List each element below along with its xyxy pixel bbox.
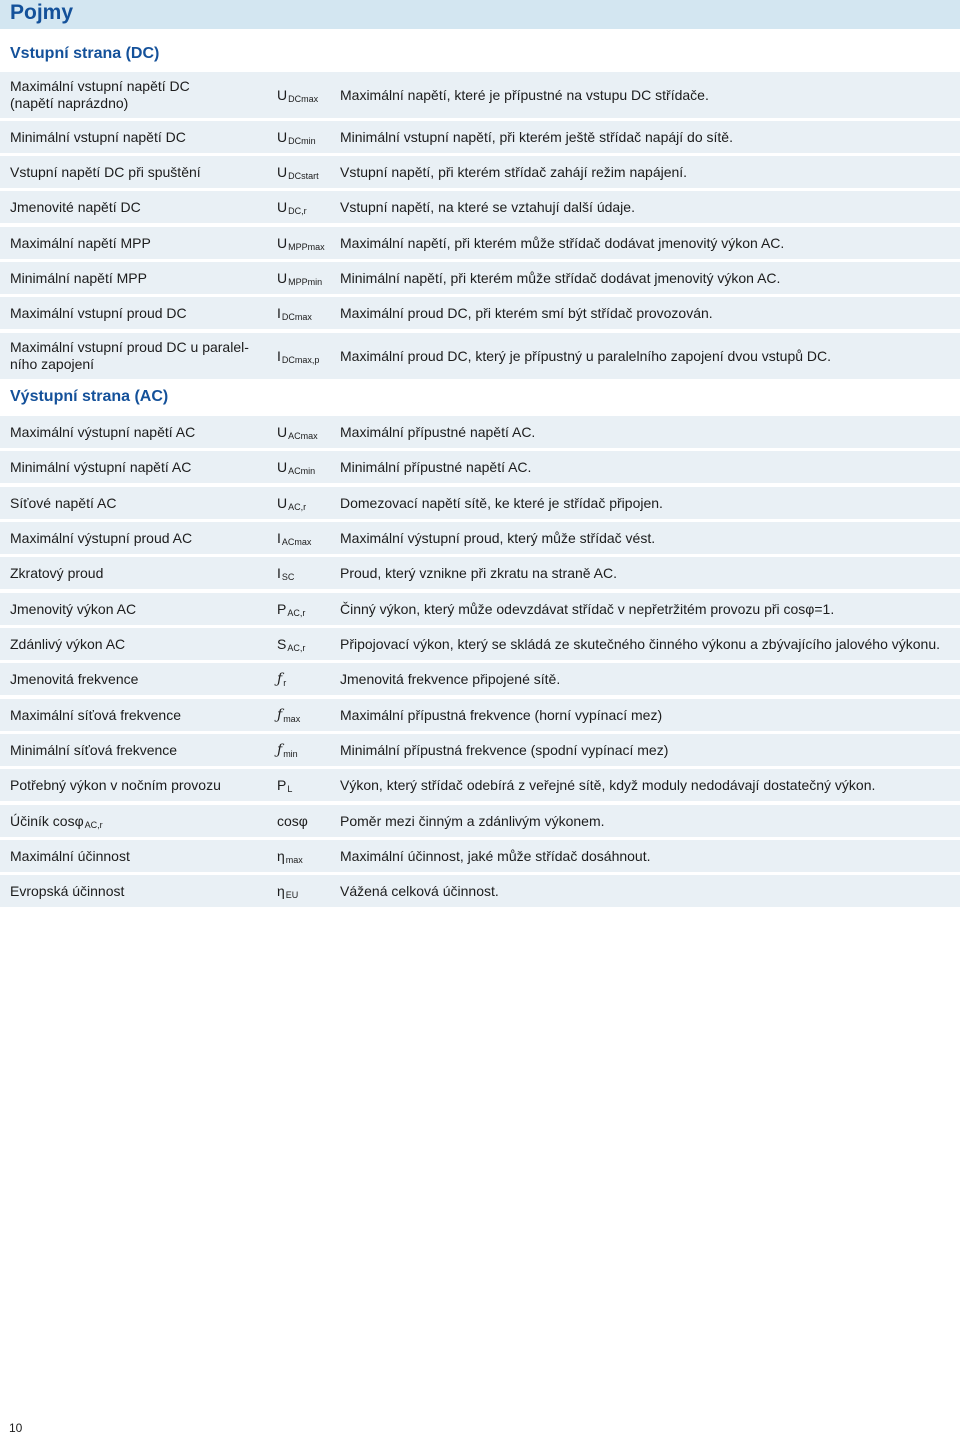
term-name xyxy=(10,262,250,294)
term-text: Jmenovitá frekvence xyxy=(10,670,139,687)
term-name xyxy=(10,333,250,379)
term-symbol xyxy=(277,593,337,625)
symbol-base: U xyxy=(277,163,288,180)
symbol-subscript: DCmax xyxy=(288,93,319,104)
symbol-subscript: AC,r xyxy=(287,607,306,618)
term-row xyxy=(0,840,960,872)
section-title: Výstupní strana (AC) xyxy=(10,388,169,405)
symbol-base: ƒ xyxy=(277,670,283,687)
term-description: Minimální přípustná frekvence (spodní vypínací mez) xyxy=(340,741,669,758)
term-symbol xyxy=(277,191,337,223)
term-text: Maximální vstupní proud DC u paralel- ního zapojení xyxy=(10,339,249,372)
term-symbol xyxy=(277,522,337,554)
symbol-base: U xyxy=(277,128,288,145)
symbol-subscript: DCstart xyxy=(288,170,319,181)
term-row xyxy=(0,628,960,660)
term-text: Jmenovité napětí DC xyxy=(10,198,141,215)
term-symbol xyxy=(277,769,337,801)
term-description: Vstupní napětí, na které se vztahují další údaje. xyxy=(340,198,635,215)
term-text: Minimální síťová frekvence xyxy=(10,741,178,758)
symbol-base: η xyxy=(277,882,285,899)
symbol-subscript: r xyxy=(283,677,287,688)
symbol-subscript: MPPmax xyxy=(288,241,325,252)
term-name xyxy=(10,805,250,837)
term-row xyxy=(0,227,960,259)
term-row xyxy=(0,734,960,766)
term-symbol xyxy=(277,557,337,589)
page-title: Pojmy xyxy=(10,1,74,24)
term-description: Vstupní napětí, při kterém střídač zahájí režim napájení. xyxy=(340,163,688,180)
term-name xyxy=(10,734,250,766)
term-description: Poměr mezi činným a zdánlivým výkonem. xyxy=(340,812,605,829)
term-description: Činný výkon, který může odevzdávat střídač v nepřetržitém provozu při cosφ=1. xyxy=(340,600,835,617)
term-row xyxy=(0,333,960,379)
term-symbol xyxy=(277,227,337,259)
term-name xyxy=(10,416,250,448)
term-text: Účiník cosφ xyxy=(10,812,84,829)
symbol-subscript: DC,r xyxy=(288,205,307,216)
term-name xyxy=(10,487,250,519)
term-symbol xyxy=(277,663,337,695)
term-name xyxy=(10,156,250,188)
term-symbol xyxy=(277,734,337,766)
symbol-base: I xyxy=(277,347,281,364)
term-text: Potřebný výkon v nočním provozu xyxy=(10,776,221,793)
symbol-subscript: L xyxy=(287,783,293,794)
term-row xyxy=(0,522,960,554)
term-text: Síťové napětí AC xyxy=(10,494,117,511)
term-symbol xyxy=(277,72,337,118)
symbol-base: U xyxy=(277,423,288,440)
term-symbol xyxy=(277,297,337,329)
term-row xyxy=(0,451,960,483)
term-text: Maximální účinnost xyxy=(10,847,130,864)
term-row xyxy=(0,262,960,294)
term-name xyxy=(10,522,250,554)
term-description: Proud, který vznikne při zkratu na straně AC. xyxy=(340,564,618,581)
term-description: Maximální napětí, při kterém může střídač dodávat jmenovitý výkon AC. xyxy=(340,234,785,251)
symbol-subscript: AC,r xyxy=(288,501,307,512)
term-name xyxy=(10,769,250,801)
page-number: 10 xyxy=(9,1421,23,1435)
symbol-base: I xyxy=(277,304,281,321)
term-text: Vstupní napětí DC při spuštění xyxy=(10,163,201,180)
term-description: Minimální napětí, při kterém může střídač dodávat jmenovitý výkon AC. xyxy=(340,269,781,286)
symbol-base: η xyxy=(277,847,285,864)
term-row xyxy=(0,72,960,118)
term-row xyxy=(0,121,960,153)
term-text: Zdánlivý výkon AC xyxy=(10,635,126,652)
symbol-base: P xyxy=(277,600,287,617)
term-row xyxy=(0,156,960,188)
term-row xyxy=(0,297,960,329)
symbol-subscript: ACmin xyxy=(288,465,316,476)
term-name xyxy=(10,297,250,329)
term-symbol xyxy=(277,121,337,153)
term-symbol xyxy=(277,333,337,379)
term-name xyxy=(10,451,250,483)
symbol-subscript: ACmax xyxy=(281,536,312,547)
symbol-base: cosφ xyxy=(277,812,308,829)
term-text: Minimální vstupní napětí DC xyxy=(10,128,186,145)
symbol-subscript: EU xyxy=(285,889,299,900)
symbol-base: I xyxy=(277,564,281,581)
term-subscript: AC,r xyxy=(84,819,103,830)
symbol-subscript: max xyxy=(283,713,301,724)
term-text: Maximální napětí MPP xyxy=(10,234,151,251)
term-text: Minimální napětí MPP xyxy=(10,269,147,286)
term-symbol xyxy=(277,875,337,907)
term-symbol xyxy=(277,840,337,872)
term-symbol xyxy=(277,156,337,188)
term-symbol xyxy=(277,262,337,294)
symbol-base: U xyxy=(277,269,288,286)
symbol-subscript: DCmax xyxy=(281,311,312,322)
term-text: Evropská účinnost xyxy=(10,882,125,899)
term-text: Maximální vstupní napětí DC (napětí naprázdno) xyxy=(10,78,190,111)
term-name xyxy=(10,557,250,589)
term-name xyxy=(10,699,250,731)
term-symbol xyxy=(277,487,337,519)
section-title: Vstupní strana (DC) xyxy=(10,45,160,62)
page-header xyxy=(0,0,960,29)
term-row xyxy=(0,769,960,801)
term-description: Jmenovitá frekvence připojené sítě. xyxy=(340,670,561,687)
term-name xyxy=(10,191,250,223)
symbol-base: U xyxy=(277,234,288,251)
term-description: Maximální proud DC, který je přípustný u paralelního zapojení dvou vstupů DC. xyxy=(340,347,832,364)
term-description: Maximální přípustná frekvence (horní vypínací mez) xyxy=(340,706,663,723)
term-symbol xyxy=(277,628,337,660)
symbol-base: I xyxy=(277,529,281,546)
term-symbol xyxy=(277,416,337,448)
symbol-subscript: DCmin xyxy=(288,135,316,146)
symbol-subscript: MPPmin xyxy=(288,276,323,287)
symbol-subscript: min xyxy=(283,748,298,759)
term-description: Maximální napětí, které je přípustné na vstupu DC střídače. xyxy=(340,86,709,103)
term-name xyxy=(10,628,250,660)
term-text: Maximální výstupní proud AC xyxy=(10,529,193,546)
symbol-base: U xyxy=(277,458,288,475)
term-text: Maximální vstupní proud DC xyxy=(10,304,187,321)
term-row xyxy=(0,191,960,223)
term-description: Maximální výstupní proud, který může střídač vést. xyxy=(340,529,656,546)
term-symbol xyxy=(277,451,337,483)
term-name xyxy=(10,663,250,695)
term-row xyxy=(0,875,960,907)
term-name xyxy=(10,227,250,259)
term-name xyxy=(10,121,250,153)
term-text: Maximální výstupní napětí AC xyxy=(10,423,196,440)
symbol-base: U xyxy=(277,494,288,511)
symbol-base: U xyxy=(277,198,288,215)
symbol-subscript: AC,r xyxy=(287,642,306,653)
term-row xyxy=(0,593,960,625)
symbol-subscript: max xyxy=(285,854,303,865)
symbol-base: ƒ xyxy=(277,741,283,758)
term-text: Minimální výstupní napětí AC xyxy=(10,458,192,475)
term-row xyxy=(0,805,960,837)
term-text: Jmenovitý výkon AC xyxy=(10,600,137,617)
symbol-base: U xyxy=(277,86,288,103)
term-description: Připojovací výkon, který se skládá ze skutečného činného výkonu a zbývajícího jalového výkonu. xyxy=(340,635,940,652)
term-description: Minimální vstupní napětí, při kterém ještě střídač napájí do sítě. xyxy=(340,128,733,145)
symbol-subscript: DCmax,p xyxy=(281,354,320,365)
term-name xyxy=(10,72,250,118)
term-text: Maximální síťová frekvence xyxy=(10,706,181,723)
symbol-subscript: SC xyxy=(281,571,295,582)
symbol-subscript: ACmax xyxy=(288,430,318,441)
term-description: Maximální proud DC, při kterém smí být střídač provozován. xyxy=(340,304,713,321)
term-symbol xyxy=(277,699,337,731)
term-row xyxy=(0,699,960,731)
term-name xyxy=(10,593,250,625)
term-description: Výkon, který střídač odebírá z veřejné sítě, když moduly nedodávají dostatečný výkon. xyxy=(340,776,876,793)
term-symbol xyxy=(277,805,337,837)
term-row xyxy=(0,416,960,448)
term-description: Maximální účinnost, jaké může střídač dosáhnout. xyxy=(340,847,651,864)
term-name xyxy=(10,875,250,907)
term-text: Zkratový proud xyxy=(10,564,104,581)
term-description: Vážená celková účinnost. xyxy=(340,882,499,899)
symbol-base: ƒ xyxy=(277,706,283,723)
term-description: Domezovací napětí sítě, ke které je střídač připojen. xyxy=(340,494,663,511)
symbol-base: P xyxy=(277,776,287,793)
term-row xyxy=(0,557,960,589)
symbol-base: S xyxy=(277,635,287,652)
term-description: Minimální přípustné napětí AC. xyxy=(340,458,532,475)
term-name xyxy=(10,840,250,872)
term-row xyxy=(0,663,960,695)
term-description: Maximální přípustné napětí AC. xyxy=(340,423,536,440)
term-row xyxy=(0,487,960,519)
